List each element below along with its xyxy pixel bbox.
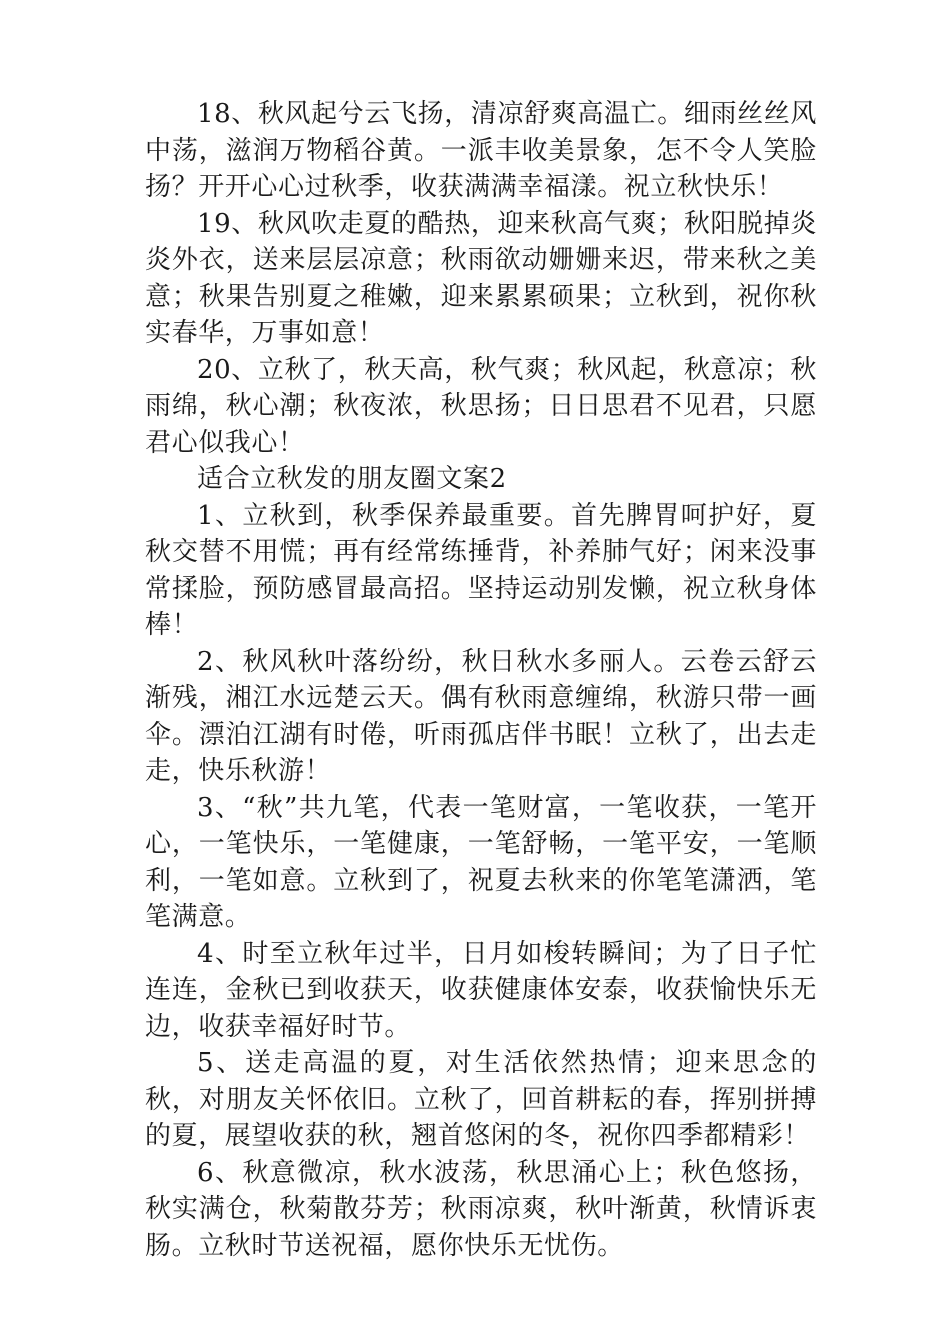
paragraph-3: 3、“秋”共九笔，代表一笔财富，一笔收获，一笔开心，一笔快乐，一笔健康，一笔舒畅，一笔平安，一笔顺利，一笔如意。立秋到了，祝夏去秋来的你笔笔潇洒，笔笔满意。 xyxy=(145,792,817,932)
paragraph-1: 1、立秋到，秋季保养最重要。首先脾胃呵护好，夏秋交替不用慌；再有经常练捶背，补养肺气好；闲来没事常揉脸，预防感冒最高招。坚持运动别发懒，祝立秋身体棒！ xyxy=(145,500,817,640)
paragraph-4: 4、时至立秋年过半，日月如梭转瞬间；为了日子忙连连，金秋已到收获天，收获健康体安泰，收获愉快乐无边，收获幸福好时节。 xyxy=(145,938,817,1042)
paragraph-2: 2、秋风秋叶落纷纷，秋日秋水多丽人。云卷云舒云渐残，湘江水远楚云天。偶有秋雨意缠绵，秋游只带一画伞。漂泊江湖有时倦，听雨孤店伴书眠！立秋了，出去走走，快乐秋游！ xyxy=(145,646,817,786)
paragraph-6: 6、秋意微凉，秋水波荡，秋思涌心上；秋色悠扬，秋实满仓，秋菊散芬芳；秋雨凉爽，秋叶渐黄，秋情诉衷肠。立秋时节送祝福，愿你快乐无忧伤。 xyxy=(145,1157,817,1261)
paragraph-5: 5、送走高温的夏，对生活依然热情；迎来思念的秋，对朋友关怀依旧。立秋了，回首耕耘的春，挥别拼搏的夏，展望收获的秋，翘首悠闲的冬，祝你四季都精彩！ xyxy=(145,1048,817,1151)
document-page xyxy=(145,96,817,1264)
paragraph-20: 20、立秋了，秋天高，秋气爽；秋风起，秋意凉；秋雨绵，秋心潮；秋夜浓，秋思扬；日日思君不见君，只愿君心似我心！ xyxy=(145,354,817,458)
section-heading: 适合立秋发的朋友圈文案2 xyxy=(197,464,507,494)
paragraph-19: 19、秋风吹走夏的酷热，迎来秋高气爽；秋阳脱掉炎炎外衣，送来层层凉意；秋雨欲动姗姗来迟，带来秋之美意；秋果告别夏之稚嫩，迎来累累硕果；立秋到，祝你秋实春华，万事如意！ xyxy=(145,208,817,348)
paragraph-18: 18、秋风起兮云飞扬，清凉舒爽高温亡。细雨丝丝风中荡，滋润万物稻谷黄。一派丰收美景象，怎不令人笑脸扬？开开心心过秋季，收获满满幸福漾。祝立秋快乐！ xyxy=(145,99,817,202)
